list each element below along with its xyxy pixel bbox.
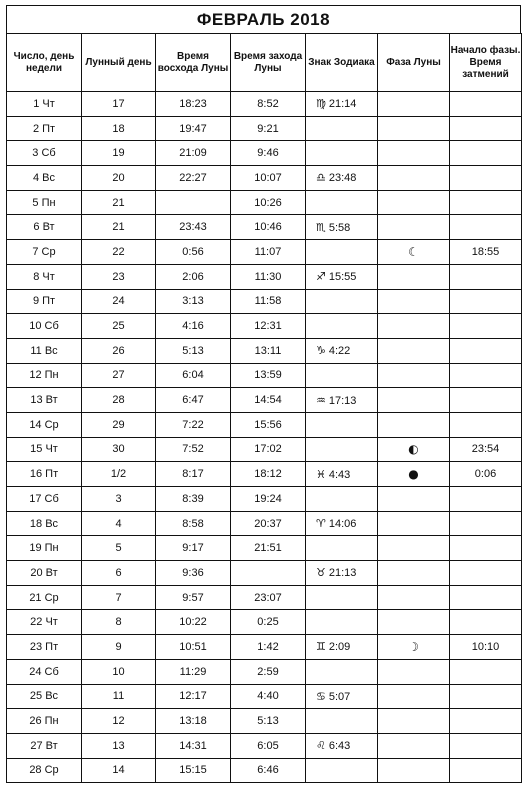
cell-date: 3 Сб: [7, 141, 82, 166]
table-row: [7, 610, 522, 635]
cell-date: 8 Чт: [7, 264, 82, 289]
table-row: [7, 585, 522, 610]
zodiac-sign-icon: ♋: [316, 689, 326, 703]
cell-zodiac: [306, 437, 378, 462]
cell-zodiac: [306, 536, 378, 561]
cell-moonrise: 10:51: [156, 635, 231, 660]
table-row: [7, 412, 522, 437]
table-row: [7, 388, 522, 413]
cell-date: 2 Пт: [7, 116, 82, 141]
cell-date: 23 Пт: [7, 635, 82, 660]
cell-moonset: 4:40: [231, 684, 306, 709]
cell-date: 10 Сб: [7, 314, 82, 339]
zodiac-time: 5:07: [328, 690, 351, 703]
cell-phase: [378, 289, 450, 314]
cell-date: 5 Пн: [7, 190, 82, 215]
cell-moonset: 11:58: [231, 289, 306, 314]
cell-zodiac: [306, 684, 378, 709]
cell-phase: [378, 585, 450, 610]
cell-date: 16 Пт: [7, 462, 82, 487]
cell-date: 22 Чт: [7, 610, 82, 635]
cell-zodiac: [306, 561, 378, 586]
cell-lunar-day: 4: [82, 511, 156, 536]
cell-moonset: 10:07: [231, 166, 306, 191]
table-row: [7, 166, 522, 191]
zodiac-sign-icon: ♊: [316, 640, 326, 654]
table-row: [7, 733, 522, 758]
cell-lunar-day: 6: [82, 561, 156, 586]
cell-moonset: 15:56: [231, 412, 306, 437]
cell-phase: [378, 240, 450, 265]
cell-phase-start: [450, 116, 522, 141]
cell-phase: [378, 511, 450, 536]
cell-moonrise: 4:16: [156, 314, 231, 339]
cell-phase: [378, 141, 450, 166]
cell-zodiac: [306, 610, 378, 635]
table-row: [7, 289, 522, 314]
cell-lunar-day: 30: [82, 437, 156, 462]
cell-moonset: 13:59: [231, 363, 306, 388]
cell-moonset: 17:02: [231, 437, 306, 462]
cell-lunar-day: 9: [82, 635, 156, 660]
cell-moonset: 19:24: [231, 487, 306, 512]
cell-moonset: 11:07: [231, 240, 306, 265]
cell-phase: [378, 758, 450, 783]
zodiac-sign-icon: ♑: [316, 344, 326, 358]
cell-moonrise: 6:04: [156, 363, 231, 388]
cell-phase-start: [450, 190, 522, 215]
cell-zodiac: [306, 215, 378, 240]
moon-phase-icon: ☾: [408, 244, 419, 259]
cell-zodiac: [306, 314, 378, 339]
cell-moonrise: 5:13: [156, 338, 231, 363]
cell-phase-start: [450, 585, 522, 610]
cell-phase-start: [450, 141, 522, 166]
cell-lunar-day: 10: [82, 659, 156, 684]
zodiac-time: 17:13: [328, 394, 357, 407]
cell-moonset: 13:11: [231, 338, 306, 363]
cell-lunar-day: 23: [82, 264, 156, 289]
cell-zodiac: [306, 412, 378, 437]
cell-moonrise: 9:36: [156, 561, 231, 586]
cell-lunar-day: 11: [82, 684, 156, 709]
cell-lunar-day: 19: [82, 141, 156, 166]
cell-phase: [378, 610, 450, 635]
cell-zodiac: [306, 709, 378, 734]
cell-phase-start: [450, 215, 522, 240]
header-moonset: Время захода Луны: [231, 34, 306, 92]
table-row: [7, 709, 522, 734]
cell-phase: [378, 388, 450, 413]
cell-lunar-day: 25: [82, 314, 156, 339]
cell-phase-start: 0:06: [450, 462, 522, 487]
cell-phase: [378, 487, 450, 512]
cell-moonrise: 12:17: [156, 684, 231, 709]
cell-zodiac: [306, 487, 378, 512]
zodiac-time: 4:43: [328, 468, 351, 481]
cell-date: 12 Пн: [7, 363, 82, 388]
cell-moonset: [231, 561, 306, 586]
cell-date: 9 Пт: [7, 289, 82, 314]
cell-moonrise: 9:57: [156, 585, 231, 610]
zodiac-time: 6:43: [328, 740, 351, 753]
cell-phase: [378, 166, 450, 191]
cell-phase-start: [450, 536, 522, 561]
table-row: [7, 437, 522, 462]
cell-phase-start: [450, 487, 522, 512]
cell-moonset: 5:13: [231, 709, 306, 734]
cell-zodiac: [306, 264, 378, 289]
table-row: [7, 536, 522, 561]
cell-moonrise: 9:17: [156, 536, 231, 561]
moon-phase-icon: ●: [408, 467, 419, 482]
cell-phase-start: [450, 511, 522, 536]
cell-moonrise: 2:06: [156, 264, 231, 289]
cell-lunar-day: 29: [82, 412, 156, 437]
cell-phase: [378, 116, 450, 141]
cell-moonrise: [156, 190, 231, 215]
zodiac-sign-icon: ♏: [316, 220, 326, 234]
cell-moonrise: 6:47: [156, 388, 231, 413]
cell-moonrise: 22:27: [156, 166, 231, 191]
header-moonrise: Время восхода Луны: [156, 34, 231, 92]
table-row: [7, 363, 522, 388]
cell-phase: [378, 709, 450, 734]
zodiac-time: 15:55: [328, 271, 357, 284]
cell-moonrise: 8:58: [156, 511, 231, 536]
table-row: [7, 92, 522, 117]
cell-moonrise: 13:18: [156, 709, 231, 734]
cell-phase-start: [450, 709, 522, 734]
cell-phase-start: [450, 388, 522, 413]
table-row: [7, 240, 522, 265]
cell-phase-start: [450, 289, 522, 314]
cell-phase: [378, 659, 450, 684]
cell-lunar-day: 22: [82, 240, 156, 265]
zodiac-sign-icon: ♓: [316, 467, 326, 481]
cell-phase: [378, 412, 450, 437]
cell-phase: [378, 437, 450, 462]
cell-lunar-day: 7: [82, 585, 156, 610]
cell-moonset: 12:31: [231, 314, 306, 339]
cell-moonrise: 3:13: [156, 289, 231, 314]
cell-moonset: 9:46: [231, 141, 306, 166]
cell-date: 28 Ср: [7, 758, 82, 783]
cell-zodiac: [306, 511, 378, 536]
cell-phase: [378, 314, 450, 339]
cell-phase-start: [450, 610, 522, 635]
cell-moonset: 10:46: [231, 215, 306, 240]
cell-phase-start: [450, 684, 522, 709]
zodiac-time: 21:14: [328, 98, 357, 111]
cell-lunar-day: 8: [82, 610, 156, 635]
cell-lunar-day: 24: [82, 289, 156, 314]
cell-zodiac: [306, 116, 378, 141]
cell-phase: [378, 462, 450, 487]
table-row: [7, 758, 522, 783]
cell-lunar-day: 18: [82, 116, 156, 141]
cell-phase-start: [450, 92, 522, 117]
cell-moonset: 10:26: [231, 190, 306, 215]
header-lunar-day: Лунный день: [82, 34, 156, 92]
cell-phase-start: [450, 363, 522, 388]
cell-lunar-day: 12: [82, 709, 156, 734]
table-row: [7, 684, 522, 709]
cell-zodiac: [306, 166, 378, 191]
cell-moonrise: 15:15: [156, 758, 231, 783]
moon-phase-icon: ☽: [408, 639, 419, 654]
cell-date: 17 Сб: [7, 487, 82, 512]
cell-lunar-day: 20: [82, 166, 156, 191]
cell-phase-start: [450, 412, 522, 437]
cell-moonset: 1:42: [231, 635, 306, 660]
cell-lunar-day: 26: [82, 338, 156, 363]
cell-phase: [378, 561, 450, 586]
table-row: [7, 659, 522, 684]
cell-zodiac: [306, 141, 378, 166]
lunar-table: [6, 33, 522, 783]
table-row: [7, 141, 522, 166]
cell-date: 25 Вс: [7, 684, 82, 709]
table-row: [7, 635, 522, 660]
cell-moonrise: 7:22: [156, 412, 231, 437]
cell-date: 18 Вс: [7, 511, 82, 536]
cell-moonrise: 23:43: [156, 215, 231, 240]
zodiac-sign-icon: ♎: [316, 171, 326, 185]
cell-zodiac: [306, 338, 378, 363]
cell-moonrise: 14:31: [156, 733, 231, 758]
cell-zodiac: [306, 240, 378, 265]
zodiac-sign-icon: ♐: [316, 270, 326, 284]
cell-date: 27 Вт: [7, 733, 82, 758]
zodiac-sign-icon: ♌: [316, 739, 326, 753]
cell-zodiac: [306, 659, 378, 684]
lunar-calendar: [6, 5, 521, 783]
cell-date: 1 Чт: [7, 92, 82, 117]
cell-lunar-day: 13: [82, 733, 156, 758]
cell-moonset: 8:52: [231, 92, 306, 117]
cell-moonset: 23:07: [231, 585, 306, 610]
cell-date: 13 Вт: [7, 388, 82, 413]
cell-lunar-day: 17: [82, 92, 156, 117]
cell-phase: [378, 264, 450, 289]
cell-moonrise: 21:09: [156, 141, 231, 166]
cell-phase: [378, 635, 450, 660]
cell-moonset: 11:30: [231, 264, 306, 289]
cell-zodiac: [306, 585, 378, 610]
zodiac-time: 5:58: [328, 221, 351, 234]
zodiac-sign-icon: ♒: [316, 393, 326, 407]
cell-date: 26 Пн: [7, 709, 82, 734]
cell-phase: [378, 215, 450, 240]
header-zodiac: Знак Зодиака: [306, 34, 378, 92]
page-title: ФЕВРАЛЬ 2018: [6, 5, 521, 33]
cell-phase: [378, 684, 450, 709]
table-row: [7, 511, 522, 536]
cell-phase: [378, 733, 450, 758]
cell-date: 6 Вт: [7, 215, 82, 240]
cell-date: 11 Вс: [7, 338, 82, 363]
cell-moonset: 0:25: [231, 610, 306, 635]
cell-lunar-day: 1/2: [82, 462, 156, 487]
cell-moonset: 20:37: [231, 511, 306, 536]
table-row: [7, 215, 522, 240]
table-header-row: [7, 34, 522, 92]
moon-phase-icon: ◐: [408, 442, 419, 457]
cell-moonrise: 19:47: [156, 116, 231, 141]
cell-zodiac: [306, 635, 378, 660]
cell-phase: [378, 338, 450, 363]
zodiac-sign-icon: ♈: [316, 517, 326, 531]
zodiac-time: 21:13: [328, 567, 357, 580]
cell-lunar-day: 28: [82, 388, 156, 413]
cell-phase-start: [450, 659, 522, 684]
cell-date: 20 Вт: [7, 561, 82, 586]
cell-phase-start: [450, 264, 522, 289]
cell-phase-start: [450, 314, 522, 339]
cell-phase-start: [450, 338, 522, 363]
cell-date: 21 Ср: [7, 585, 82, 610]
cell-zodiac: [306, 388, 378, 413]
cell-phase-start: [450, 733, 522, 758]
cell-moonset: 14:54: [231, 388, 306, 413]
zodiac-time: 23:48: [328, 172, 357, 185]
table-row: [7, 314, 522, 339]
cell-moonset: 18:12: [231, 462, 306, 487]
cell-moonrise: 0:56: [156, 240, 231, 265]
zodiac-time: 14:06: [328, 518, 357, 531]
cell-moonset: 6:05: [231, 733, 306, 758]
cell-lunar-day: 21: [82, 190, 156, 215]
cell-phase-start: [450, 166, 522, 191]
cell-lunar-day: 21: [82, 215, 156, 240]
cell-moonrise: 10:22: [156, 610, 231, 635]
cell-zodiac: [306, 462, 378, 487]
cell-lunar-day: 14: [82, 758, 156, 783]
cell-date: 7 Ср: [7, 240, 82, 265]
cell-lunar-day: 5: [82, 536, 156, 561]
table-row: [7, 338, 522, 363]
cell-zodiac: [306, 289, 378, 314]
cell-date: 14 Ср: [7, 412, 82, 437]
zodiac-sign-icon: ♍: [316, 97, 326, 111]
cell-lunar-day: 27: [82, 363, 156, 388]
cell-moonset: 21:51: [231, 536, 306, 561]
cell-phase-start: 10:10: [450, 635, 522, 660]
cell-phase-start: [450, 561, 522, 586]
cell-zodiac: [306, 92, 378, 117]
table-row: [7, 116, 522, 141]
cell-zodiac: [306, 733, 378, 758]
zodiac-time: 4:22: [328, 345, 351, 358]
zodiac-time: 2:09: [328, 641, 351, 654]
cell-date: 4 Вс: [7, 166, 82, 191]
cell-moonset: 9:21: [231, 116, 306, 141]
cell-moonrise: 18:23: [156, 92, 231, 117]
header-date: Число, день недели: [7, 34, 82, 92]
cell-phase: [378, 190, 450, 215]
table-row: [7, 561, 522, 586]
cell-moonrise: 11:29: [156, 659, 231, 684]
cell-phase-start: 23:54: [450, 437, 522, 462]
cell-date: 15 Чт: [7, 437, 82, 462]
header-phase: Фаза Луны: [378, 34, 450, 92]
table-row: [7, 462, 522, 487]
cell-phase: [378, 363, 450, 388]
cell-date: 24 Сб: [7, 659, 82, 684]
cell-zodiac: [306, 758, 378, 783]
cell-date: 19 Пн: [7, 536, 82, 561]
cell-moonrise: 8:39: [156, 487, 231, 512]
cell-moonset: 2:59: [231, 659, 306, 684]
table-row: [7, 264, 522, 289]
cell-zodiac: [306, 190, 378, 215]
zodiac-sign-icon: ♉: [316, 566, 326, 580]
cell-phase-start: 18:55: [450, 240, 522, 265]
cell-zodiac: [306, 363, 378, 388]
cell-moonrise: 7:52: [156, 437, 231, 462]
cell-moonrise: 8:17: [156, 462, 231, 487]
cell-phase-start: [450, 758, 522, 783]
cell-phase: [378, 92, 450, 117]
cell-lunar-day: 3: [82, 487, 156, 512]
table-row: [7, 487, 522, 512]
cell-moonset: 6:46: [231, 758, 306, 783]
cell-phase: [378, 536, 450, 561]
header-phase-start: Начало фазы. Время затмений: [450, 34, 522, 92]
table-row: [7, 190, 522, 215]
